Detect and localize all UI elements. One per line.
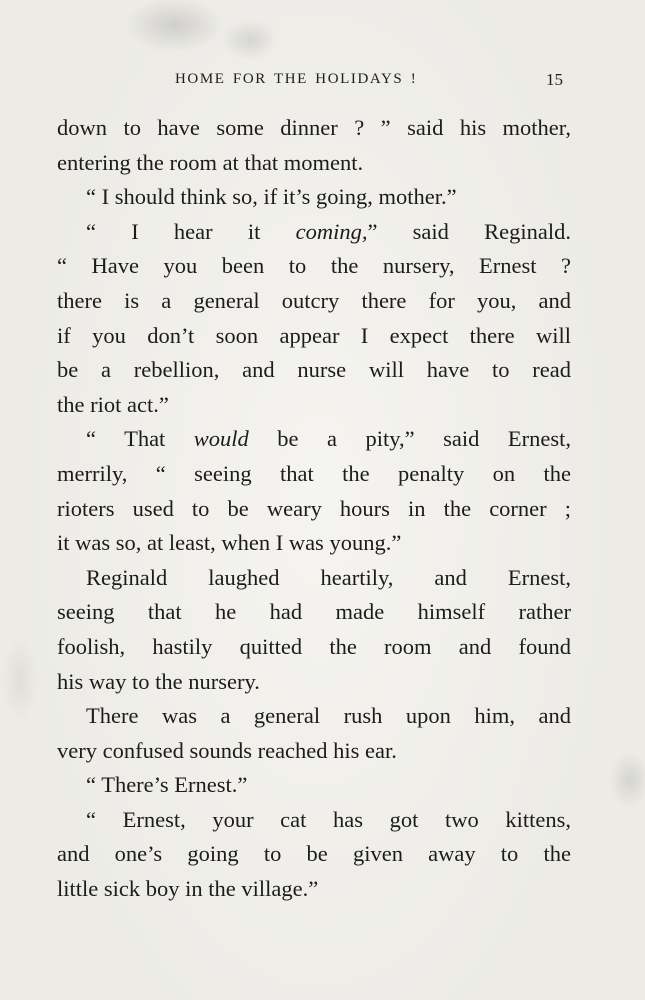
text-run: be a pity,” said Ernest, — [248, 426, 571, 452]
text-run: “ That — [86, 426, 194, 452]
text-line: and one’s going to be given away to the — [57, 841, 571, 867]
text-line: entering the room at that moment. — [57, 149, 364, 175]
text-line: be a rebellion, and nurse will have to read — [57, 357, 571, 383]
text-line: down to have some dinner ? ” said his mother, — [57, 115, 571, 140]
text-run: “ I hear it — [86, 218, 296, 244]
text-line: rioters used to be weary hours in the corner ; — [57, 495, 571, 521]
text-line: “ Have you been to the nursery, Ernest ? — [57, 253, 571, 279]
text-line: foolish, hastily quitted the room and found — [57, 633, 571, 659]
text-line: Reginald laughed heartily, and Ernest, — [86, 564, 571, 590]
text-run: ” said Reginald. — [367, 218, 571, 244]
italic-text: coming, — [295, 218, 368, 244]
text-line: his way to the nursery. — [57, 668, 260, 694]
text-line: merrily, “ seeing that the penalty on the — [57, 460, 571, 486]
text-line: “ Ernest, your cat has got two kittens, — [86, 806, 571, 832]
body-text — [57, 111, 571, 907]
text-line: “ I should think so, if it’s going, mother.” — [86, 184, 457, 210]
running-head: HOME FOR THE HOLIDAYS ! — [175, 71, 418, 87]
text-line: “ There’s Ernest.” — [86, 772, 248, 798]
page-header — [0, 71, 645, 95]
text-line: There was a general rush upon him, and — [86, 703, 571, 729]
text-line: it was so, at least, when I was young.” — [57, 530, 402, 556]
text-line: if you don’t soon appear I expect there will — [57, 322, 571, 348]
text-line — [57, 422, 571, 457]
page-number: 15 — [546, 70, 563, 89]
text-line: very confused sounds reached his ear. — [57, 737, 397, 763]
text-line: seeing that he had made himself rather — [57, 599, 571, 625]
text-line — [57, 215, 571, 250]
text-line: little sick boy in the village.” — [57, 876, 319, 902]
italic-text: would — [193, 426, 249, 452]
text-line: there is a general outcry there for you, and — [57, 287, 571, 313]
text-line: the riot act.” — [57, 391, 169, 417]
